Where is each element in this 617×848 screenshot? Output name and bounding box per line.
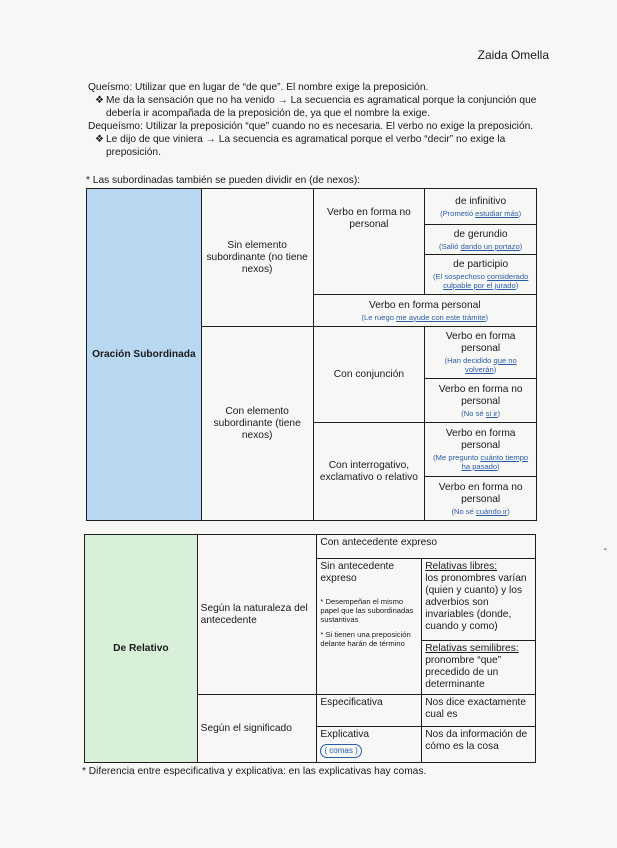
conj-personal-cell: Verbo en forma personal (Han decidido que no volverán) [425, 327, 537, 379]
con-antecedente-cell: Con antecedente expreso [317, 535, 536, 559]
note-sustantivas: * Desempeñan el mismo papel que las subordinadas sustantivas [320, 597, 414, 624]
notes-section [88, 81, 548, 159]
author-name: Zaida Omella [477, 48, 549, 62]
infinitivo-cell: de infinitivo (Prometió estudiar más) [425, 189, 537, 225]
especificativa-desc-cell: Nos dice exactamente cual es [422, 695, 536, 727]
non-personal-cell: Verbo en forma no personal [313, 189, 425, 295]
no-nexus-cell: Sin elemento subordinante (no tiene nexos) [201, 189, 313, 327]
example-text: (Prometió estudiar más) [440, 208, 522, 218]
conj-nonpersonal-cell: Verbo en forma no personal (No sé si ir) [425, 379, 537, 423]
subordinate-lead-text: * Las subordinadas también se pueden dividir en (de nexos): [86, 175, 361, 186]
diamond-bullet-icon: ❖ [95, 95, 105, 106]
example-text: (Le ruego me ayude con este trámite) [361, 312, 489, 322]
libres-cell: Relativas libres: los pronombres varían (quien y cuanto) y los adverbios son invariables (donde, cuando y como) [422, 559, 536, 641]
example-text: (Salió dando un portazo) [439, 241, 523, 251]
int-nonpersonal-cell: Verbo en forma no personal (No sé cuándo ir) [425, 477, 537, 521]
with-nexus-cell: Con elemento subordinante (tiene nexos) [201, 327, 313, 521]
queismo-example: ❖ Me da la sensación que no ha venido → La secuencia es agramatical porque la conjunción que debería ir acompañada de la preposición de, ya que el nombre la exige. [95, 95, 537, 119]
participio-cell: de participio (El sospechoso considerado culpable por el jurado) [425, 255, 537, 295]
sin-antecedente-cell: Sin antecedente expreso * Desempeñan el mismo papel que las subordinadas sustantivas * Si tienen una preposición delante harán de término [317, 559, 422, 695]
example-text: (El sospechoso considerado culpable por el jurado) [432, 272, 529, 290]
personal-no-nexus-cell: Verbo en forma personal (Le ruego me ayude con este trámite) [313, 295, 536, 327]
interrogativo-cell: Con interrogativo, exclamativo o relativo [313, 423, 425, 521]
naturaleza-cell: Según la naturaleza del antecedente [197, 535, 317, 695]
especificativa-cell: Especificativa [317, 695, 422, 727]
int-personal-cell: Verbo en forma personal (Me pregunto cuánto tiempo ha pasado) [425, 423, 537, 477]
example-text: (No sé si ir) [461, 408, 501, 418]
main-category-cell: Oración Subordinada [87, 189, 202, 521]
queismo-definition: Queísmo: Utilizar que en lugar de “de que”. El nombre exige la preposición. [88, 82, 429, 93]
footnote: * Diferencia entre especificativa y explicativa: en las explicativas hay comas. [82, 766, 427, 777]
diamond-bullet-icon: ❖ [95, 134, 105, 145]
handwritten-note: ( comas ) [320, 744, 361, 758]
example-text: (Han decidido que no volverán) [444, 356, 517, 374]
semilibres-cell: Relativas semilibres: pronombre “que” precedido de un determinante [422, 641, 536, 695]
gerundio-cell: de gerundio (Salió dando un portazo) [425, 225, 537, 255]
conjuncion-cell: Con conjunción [313, 327, 425, 423]
margin-mark: - [603, 544, 607, 555]
explicativa-cell: Explicativa ( comas ) [317, 727, 422, 763]
dequeismo-definition: Dequeísmo: Utilizar la preposición “que” cuando no es necesaria. El verbo no exige la preposición. [88, 121, 534, 132]
relative-table [84, 534, 536, 763]
example-text: (No sé cuándo ir) [451, 506, 510, 516]
example-text: (Me pregunto cuánto tiempo ha pasado) [433, 453, 529, 471]
explicativa-desc-cell: Nos da información de cómo es la cosa [422, 727, 536, 763]
significado-cell: Según el significado [197, 695, 317, 763]
note-preposicion: * Si tienen una preposición delante harán de término [320, 630, 411, 648]
dequeismo-example: ❖ Le dijo de que viniera → La secuencia es agramatical porque el verbo “decir” no exige la preposición. [95, 134, 506, 158]
relative-main-cell: De Relativo [85, 535, 198, 763]
subordinate-table [86, 188, 537, 521]
